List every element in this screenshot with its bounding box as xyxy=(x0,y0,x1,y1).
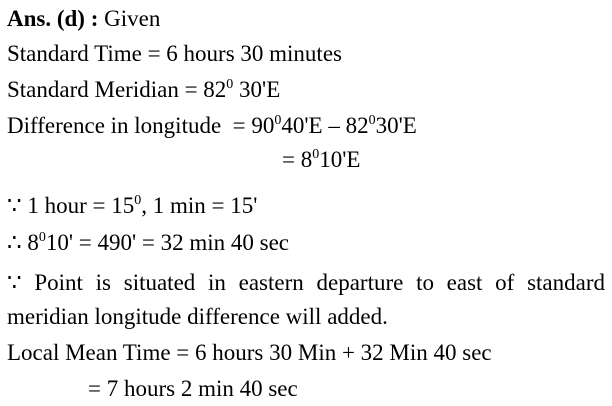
difference-label: Difference in longitude = 90 xyxy=(7,113,275,138)
standard-meridian-post: 30'E xyxy=(233,77,281,102)
standard-meridian-line xyxy=(7,77,280,105)
standard-meridian-pre: Standard Meridian = 82 xyxy=(7,77,227,102)
local-mean-time-line: Local Mean Time = 6 hours 30 Min + 32 Min 40 sec xyxy=(7,340,492,365)
reason-paragraph: ∵ Point is situated in eastern departure to east of standard meridian longitude difference will added. xyxy=(7,270,605,329)
degree-sup: 0 xyxy=(274,113,282,128)
difference-result-pre: = 8 xyxy=(282,147,313,172)
since-hour-post: , 1 min = 15' xyxy=(141,193,258,218)
answer-given: Given xyxy=(98,6,161,31)
degree-sup: 0 xyxy=(312,147,320,162)
therefore-line xyxy=(7,230,289,258)
difference-mid: 40'E – 82 xyxy=(281,113,369,138)
therefore-pre: ∴ 8 xyxy=(7,230,39,255)
difference-line xyxy=(7,113,417,141)
difference-result-post: 10'E xyxy=(319,147,361,172)
degree-sup: 0 xyxy=(134,193,142,208)
degree-sup: 0 xyxy=(368,113,376,128)
therefore-post: 10' = 490' = 32 min 40 sec xyxy=(45,230,290,255)
standard-time-line: Standard Time = 6 hours 30 minutes xyxy=(7,41,342,66)
answer-line xyxy=(7,6,160,34)
result-line: = 7 hours 2 min 40 sec xyxy=(88,376,298,401)
since-hour-pre: ∵ 1 hour = 15 xyxy=(7,193,135,218)
answer-label: Ans. (d) : xyxy=(7,6,99,31)
since-hour-line xyxy=(7,193,257,221)
degree-sup: 0 xyxy=(226,77,234,92)
difference-post: 30'E xyxy=(375,113,417,138)
difference-result-line xyxy=(282,147,360,175)
degree-sup: 0 xyxy=(38,230,46,245)
